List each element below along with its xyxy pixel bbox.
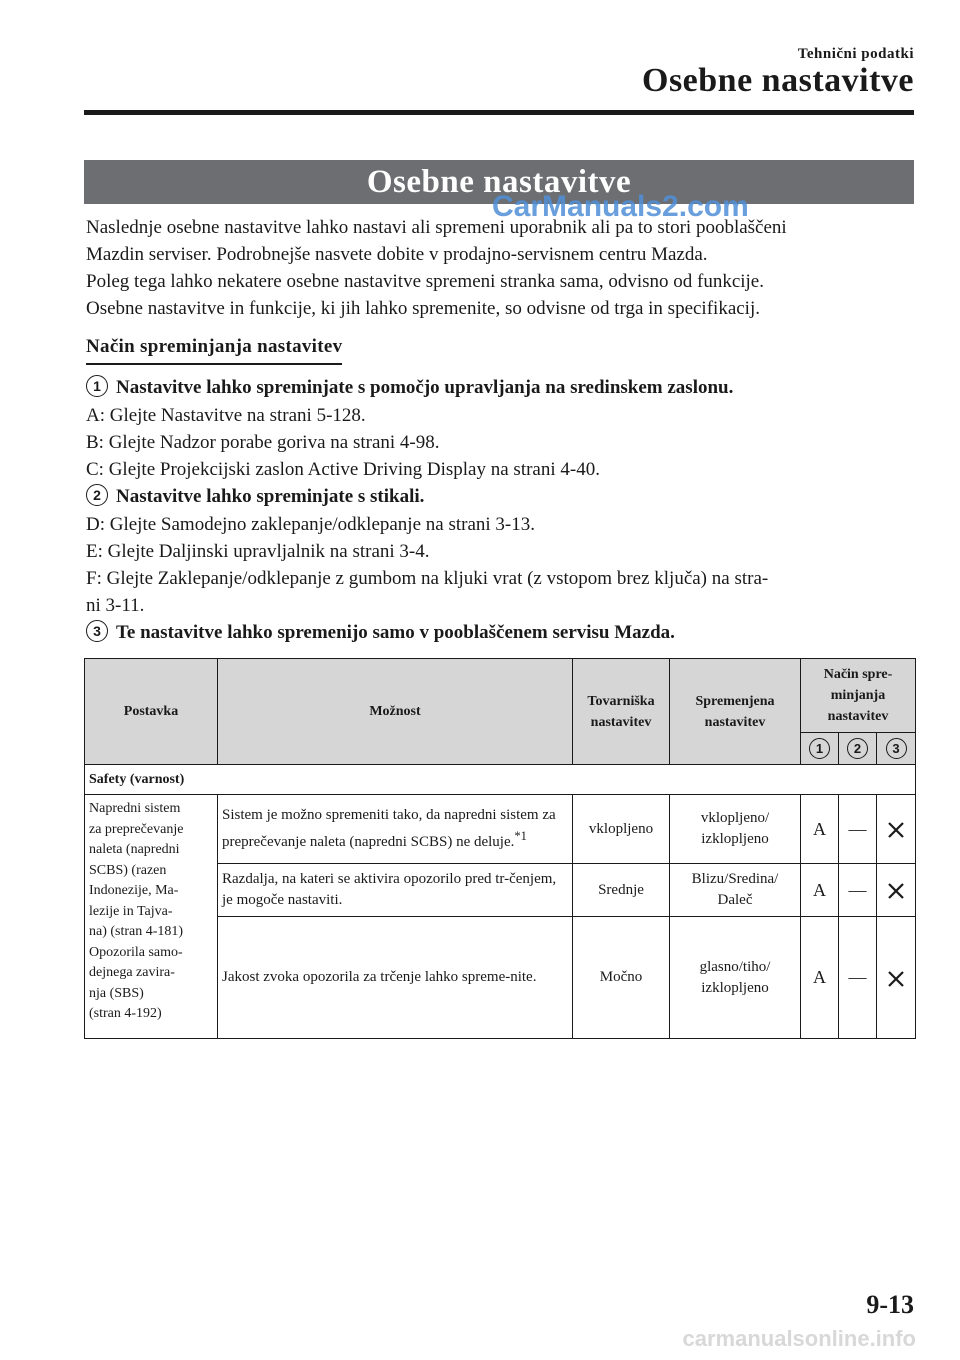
intro-line: Mazdin serviser. Podrobnejše nasvete dobite v prodajno-servisnem centru Mazda. xyxy=(86,244,708,265)
intro-paragraph xyxy=(86,214,916,322)
watermark-logo: CarManuals2.com xyxy=(492,190,749,223)
method-1-cell: A xyxy=(801,864,839,917)
cross-icon xyxy=(887,821,905,839)
header-section-label: Tehnični podatki xyxy=(797,46,914,62)
col-header-option: Možnost xyxy=(218,659,573,765)
item-line: naleta (napredni xyxy=(89,842,180,857)
intro-line: Osebne nastavitve in funkcije, ki jih lahko spremenite, so odvisne od trga in specifikacij. xyxy=(86,298,760,319)
col-header-item: Postavka xyxy=(85,659,218,765)
header-title: Osebne nastavitve xyxy=(642,62,914,99)
circled-number-icon: 1 xyxy=(809,738,830,759)
item-line: Indonezije, Ma- xyxy=(89,883,179,898)
col-header-m3 xyxy=(877,733,916,765)
item-line: (stran 4-192) xyxy=(89,1006,162,1021)
factory-cell: Srednje xyxy=(573,864,670,917)
item-line: dejnega zavira- xyxy=(89,965,175,980)
footnote-marker: *1 xyxy=(514,829,527,843)
ref-d: D: Glejte Samodejno zaklepanje/odklepanje na strani 3-13. xyxy=(86,514,535,535)
section-row: Safety (varnost) xyxy=(85,765,916,795)
method-1-text: Nastavitve lahko spreminjate s pomočjo upravljanja na sredinskem zaslonu. xyxy=(116,377,734,398)
circled-number-icon: 2 xyxy=(86,484,108,506)
col-header-changed: Spremenjena nastavitev xyxy=(670,659,801,765)
item-line: Napredni sistem xyxy=(89,801,181,816)
changed-cell: vklopljeno/ izklopljeno xyxy=(670,795,801,864)
settings-table xyxy=(84,658,916,1039)
factory-cell: Močno xyxy=(573,917,670,1039)
ref-e: E: Glejte Daljinski upravljalnik na strani 3-4. xyxy=(86,541,430,562)
item-line: lezije in Tajva- xyxy=(89,903,173,919)
circled-number-icon: 1 xyxy=(86,375,108,397)
col-header-m1 xyxy=(801,733,839,765)
intro-line: Poleg tega lahko nekatere osebne nastavitve spremeni stranka sama, odvisno od funkcije. xyxy=(86,271,764,292)
cross-icon xyxy=(887,882,905,900)
changed-cell: Blizu/Sredina/ Daleč xyxy=(670,864,801,917)
changed-cell: glasno/tiho/ izklopljeno xyxy=(670,917,801,1039)
ref-a: A: Glejte Nastavitve na strani 5-128. xyxy=(86,405,366,426)
ref-f: F: Glejte Zaklepanje/odklepanje z gumbom na kljuki vrat (z vstopom brez ključa) na stra- xyxy=(86,568,769,589)
option-cell xyxy=(218,795,573,864)
method-2-cell: — xyxy=(839,864,877,917)
method-2 xyxy=(86,483,424,510)
ref-b: B: Glejte Nadzor porabe goriva na strani 4-98. xyxy=(86,432,440,453)
section-banner: Osebne nastavitve xyxy=(84,160,914,204)
method-1 xyxy=(86,374,733,401)
item-line: nja (SBS) xyxy=(89,985,144,1001)
circled-number-icon: 2 xyxy=(847,738,868,759)
method-3-cell xyxy=(877,917,916,1039)
header-rule xyxy=(84,110,914,115)
method-3-cell xyxy=(877,795,916,864)
intro-line: Naslednje osebne nastavitve lahko nastavi ali spremeni uporabnik ali pa to stori pooblaščeni xyxy=(86,217,787,238)
page-number: 9-13 xyxy=(866,1290,914,1319)
col-header-factory: Tovarniška nastavitev xyxy=(573,659,670,765)
method-2-cell: — xyxy=(839,917,877,1039)
item-cell xyxy=(85,795,218,1039)
method-1-cell: A xyxy=(801,917,839,1039)
option-cell: Jakost zvoka opozorila za trčenje lahko spreme-nite. xyxy=(218,917,573,1039)
factory-cell: vklopljeno xyxy=(573,795,670,864)
method-3 xyxy=(86,619,675,646)
option-cell: Razdalja, na kateri se aktivira opozorilo pred tr-čenjem, je mogoče nastaviti. xyxy=(218,864,573,917)
cross-icon xyxy=(887,970,905,988)
table-row xyxy=(85,795,916,864)
circled-number-icon: 3 xyxy=(886,738,907,759)
item-line: na) (stran 4-181) xyxy=(89,924,184,939)
method-2-text: Nastavitve lahko spreminjate s stikali. xyxy=(116,486,425,507)
method-3-cell xyxy=(877,864,916,917)
method-2-cell: — xyxy=(839,795,877,864)
method-1-cell: A xyxy=(801,795,839,864)
circled-number-icon: 3 xyxy=(86,620,108,642)
col-header-m2 xyxy=(839,733,877,765)
item-line: za preprečevanje xyxy=(89,821,184,837)
method-heading: Način spreminjanja nastavitev xyxy=(86,336,342,365)
item-line: SCBS) (razen xyxy=(89,862,167,878)
col-header-method: Način spre- minjanja nastavitev xyxy=(801,659,916,733)
ref-c: C: Glejte Projekcijski zaslon Active Driving Display na strani 4-40. xyxy=(86,459,600,480)
ref-f-cont: ni 3-11. xyxy=(86,595,145,616)
item-line: Opozorila samo- xyxy=(89,944,183,960)
footer-watermark: carmanualsonline.info xyxy=(682,1326,916,1351)
option-text: Sistem je možno spremeniti tako, da napredni sistem za preprečevanje naleta (napredni SCBS) ne deluje. xyxy=(222,807,556,850)
method-3-text: Te nastavitve lahko spremenijo samo v pooblaščenem servisu Mazda. xyxy=(116,622,675,643)
